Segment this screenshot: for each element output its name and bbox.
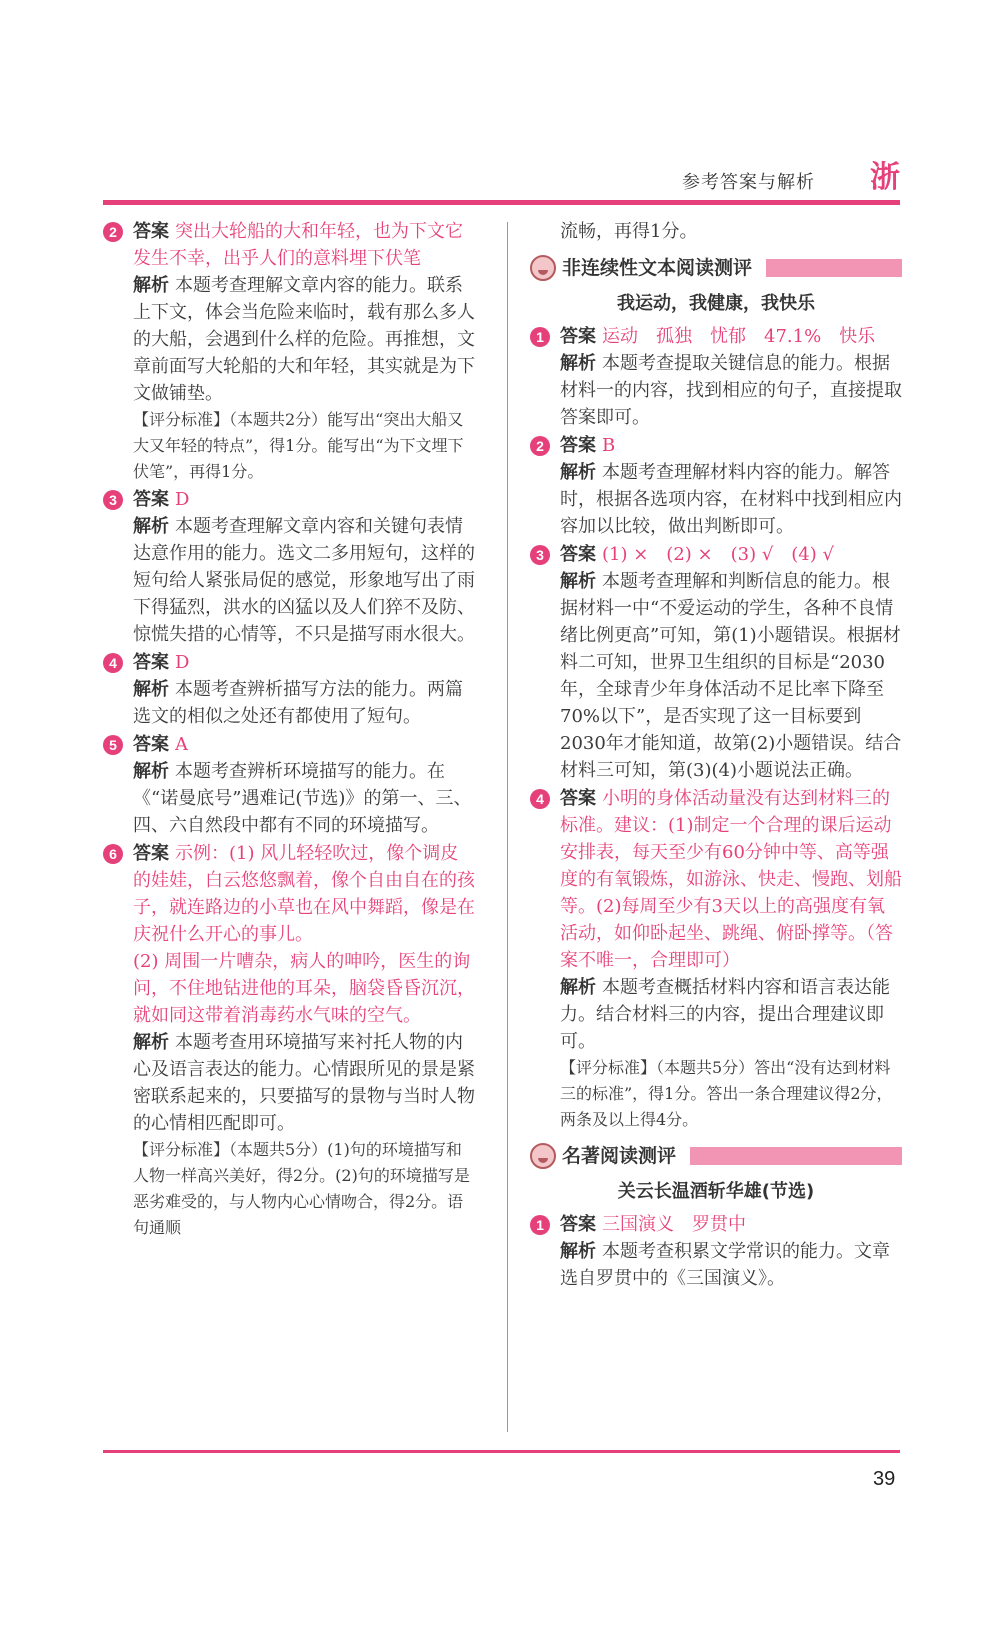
section-bar bbox=[690, 1147, 902, 1165]
question-3 bbox=[530, 541, 902, 784]
province-badge: 浙 bbox=[870, 160, 900, 195]
analysis-text: 本题考查理解文章内容的能力。联系上下文，体会当危险来临时，载有那么多人的大船，会遇到什么样的危险。再推想，文章前面写大轮船的大和年轻，其实就是为下文做铺垫。 bbox=[133, 275, 475, 404]
answer-text: 突出大轮船的大和年轻，也为下文它发生不幸，出乎人们的意料埋下伏笔 bbox=[133, 221, 463, 269]
question-number: 3 bbox=[530, 545, 550, 565]
answer-label: 答案 bbox=[133, 489, 169, 510]
answer-label: 答案 bbox=[560, 435, 596, 456]
analysis-label: 解析 bbox=[133, 516, 169, 537]
answer-text: 小明的身体活动量没有达到材料三的标准。建议：(1)制定一个合理的课后运动安排表，每天至少有60分钟中等、高等强度的有氧锻炼，如游泳、快走、慢跑、划船等。(2)每周至少有3天以上的高强度有氧活动，如仰卧起坐、跳绳、俯卧撑等。（答案不唯一，合理即可） bbox=[560, 788, 902, 971]
answer-text-2: (2) 周围一片嘈杂，病人的呻吟，医生的询问，不住地钻进他的耳朵，脑袋昏昏沉沉，就如同这带着消毒药水气味的空气。 bbox=[133, 951, 475, 1026]
scoring-text: 【评分标准】（本题共5分）答出“没有达到材料三的标准”，得1分。答出一条合理建议得2分，两条及以上得4分。 bbox=[560, 1058, 893, 1129]
reader-avatar-icon bbox=[530, 255, 556, 281]
answer-label: 答案 bbox=[133, 652, 169, 673]
question-number: 6 bbox=[103, 844, 123, 864]
answer-label: 答案 bbox=[133, 734, 169, 755]
analysis-text: 本题考查积累文学常识的能力。文章选自罗贯中的《三国演义》。 bbox=[560, 1241, 890, 1289]
answer-label: 答案 bbox=[560, 544, 596, 565]
analysis-text: 本题考查辨析环境描写的能力。在《“诺曼底号”遇难记(节选)》的第一、三、四、六自然段中都有不同的环境描写。 bbox=[133, 761, 472, 836]
section-header-nonlinear bbox=[530, 253, 902, 283]
answer-label: 答案 bbox=[560, 788, 596, 809]
left-column bbox=[103, 218, 475, 1241]
analysis-label: 解析 bbox=[133, 275, 169, 296]
question-number: 1 bbox=[530, 1215, 550, 1235]
question-5 bbox=[103, 731, 475, 839]
analysis-label: 解析 bbox=[560, 977, 596, 998]
question-2 bbox=[530, 432, 902, 540]
question-3 bbox=[103, 486, 475, 648]
scoring-text: 【评分标准】（本题共5分）(1)句的环境描写和人物一样高兴美好，得2分。(2)句的环境描写是恶劣难受的，与人物内心心情吻合，得2分。语句通顺 bbox=[133, 1140, 470, 1237]
answer-label: 答案 bbox=[560, 326, 596, 347]
top-rule bbox=[103, 200, 900, 205]
answer-label: 答案 bbox=[133, 221, 169, 242]
analysis-text: 本题考查提取关键信息的能力。根据材料一的内容，找到相应的句子，直接提取答案即可。 bbox=[560, 353, 902, 428]
analysis-label: 解析 bbox=[560, 571, 596, 592]
analysis-text: 本题考查用环境描写来衬托人物的内心及语言表达的能力。心情跟所见的景是紧密联系起来的，只要描写的景物与当时人物的心情相匹配即可。 bbox=[133, 1032, 475, 1134]
carryover-text: 流畅，再得1分。 bbox=[560, 221, 698, 242]
answer-text: (1) × (2) × (3) √ (4) √ bbox=[602, 544, 834, 565]
question-1 bbox=[530, 1211, 902, 1292]
question-2 bbox=[103, 218, 475, 485]
question-number: 4 bbox=[103, 653, 123, 673]
answer-text: D bbox=[175, 489, 190, 510]
bottom-rule bbox=[103, 1450, 900, 1453]
question-number: 1 bbox=[530, 327, 550, 347]
question-number: 5 bbox=[103, 735, 123, 755]
analysis-text: 本题考查理解和判断信息的能力。根据材料一中“不爱运动的学生，各种不良情绪比例更高”可知，第(1)小题错误。根据材料二可知，世界卫生组织的目标是“2030年，全球青少年身体活动不足比率下降至70%以下”，是否实现了这一目标要到2030年才能知道，故第(2)小题错误。结合材料三可知，第(3)(4)小题说法正确。 bbox=[560, 571, 902, 781]
column-divider bbox=[507, 222, 508, 1432]
analysis-label: 解析 bbox=[133, 1032, 169, 1053]
question-number: 2 bbox=[103, 222, 123, 242]
right-column bbox=[530, 218, 902, 1292]
answer-text: A bbox=[175, 734, 188, 755]
answer-label: 答案 bbox=[560, 1214, 596, 1235]
section-title: 非连续性文本阅读测评 bbox=[562, 257, 753, 279]
scoring-text: 【评分标准】（本题共2分）能写出“突出大船又大又年轻的特点”，得1分。能写出“为下文埋下伏笔”，再得1分。 bbox=[133, 410, 464, 481]
question-number: 4 bbox=[530, 789, 550, 809]
question-6 bbox=[103, 840, 475, 1241]
section-title: 名著阅读测评 bbox=[562, 1145, 677, 1167]
answer-label: 答案 bbox=[133, 843, 169, 864]
question-4 bbox=[103, 649, 475, 730]
analysis-text: 本题考查理解文章内容和关键句表情达意作用的能力。选文二多用短句，这样的短句给人紧张局促的感觉，形象地写出了雨下得猛烈，洪水的凶猛以及人们猝不及防、惊慌失措的心情等，不只是描写雨水很大。 bbox=[133, 516, 475, 645]
analysis-text: 本题考查概括材料内容和语言表达能力。结合材料三的内容，提出合理建议即可。 bbox=[560, 977, 890, 1052]
analysis-label: 解析 bbox=[133, 761, 169, 782]
analysis-text: 本题考查辨析描写方法的能力。两篇选文的相似之处还有都使用了短句。 bbox=[133, 679, 463, 727]
question-4 bbox=[530, 785, 902, 1133]
answer-text: 三国演义 罗贯中 bbox=[602, 1214, 746, 1235]
analysis-label: 解析 bbox=[560, 353, 596, 374]
question-number: 2 bbox=[530, 436, 550, 456]
answer-text: B bbox=[602, 435, 616, 456]
page-number: 39 bbox=[873, 1468, 896, 1490]
question-number: 3 bbox=[103, 490, 123, 510]
answer-text: 运动 孤独 忧郁 47.1% 快乐 bbox=[602, 326, 876, 347]
section-header-classics bbox=[530, 1141, 902, 1171]
answer-text: D bbox=[175, 652, 190, 673]
question-1 bbox=[530, 323, 902, 431]
analysis-text: 本题考查理解材料内容的能力。解答时，根据各选项内容，在材料中找到相应内容加以比较，做出判断即可。 bbox=[560, 462, 902, 537]
analysis-label: 解析 bbox=[560, 1241, 596, 1262]
section-bar bbox=[766, 259, 902, 277]
section-subtitle: 关云长温酒斩华雄(节选) bbox=[617, 1181, 815, 1202]
header-title: 参考答案与解析 bbox=[682, 172, 815, 193]
section-subtitle: 我运动，我健康，我快乐 bbox=[617, 293, 815, 314]
reader-avatar-icon bbox=[530, 1143, 556, 1169]
answer-text: 示例：(1) 风儿轻轻吹过，像个调皮的娃娃，白云悠悠飘着，像个自由自在的孩子，就连路边的小草也在风中舞蹈，像是在庆祝什么开心的事儿。 bbox=[133, 843, 475, 945]
analysis-label: 解析 bbox=[133, 679, 169, 700]
analysis-label: 解析 bbox=[560, 462, 596, 483]
